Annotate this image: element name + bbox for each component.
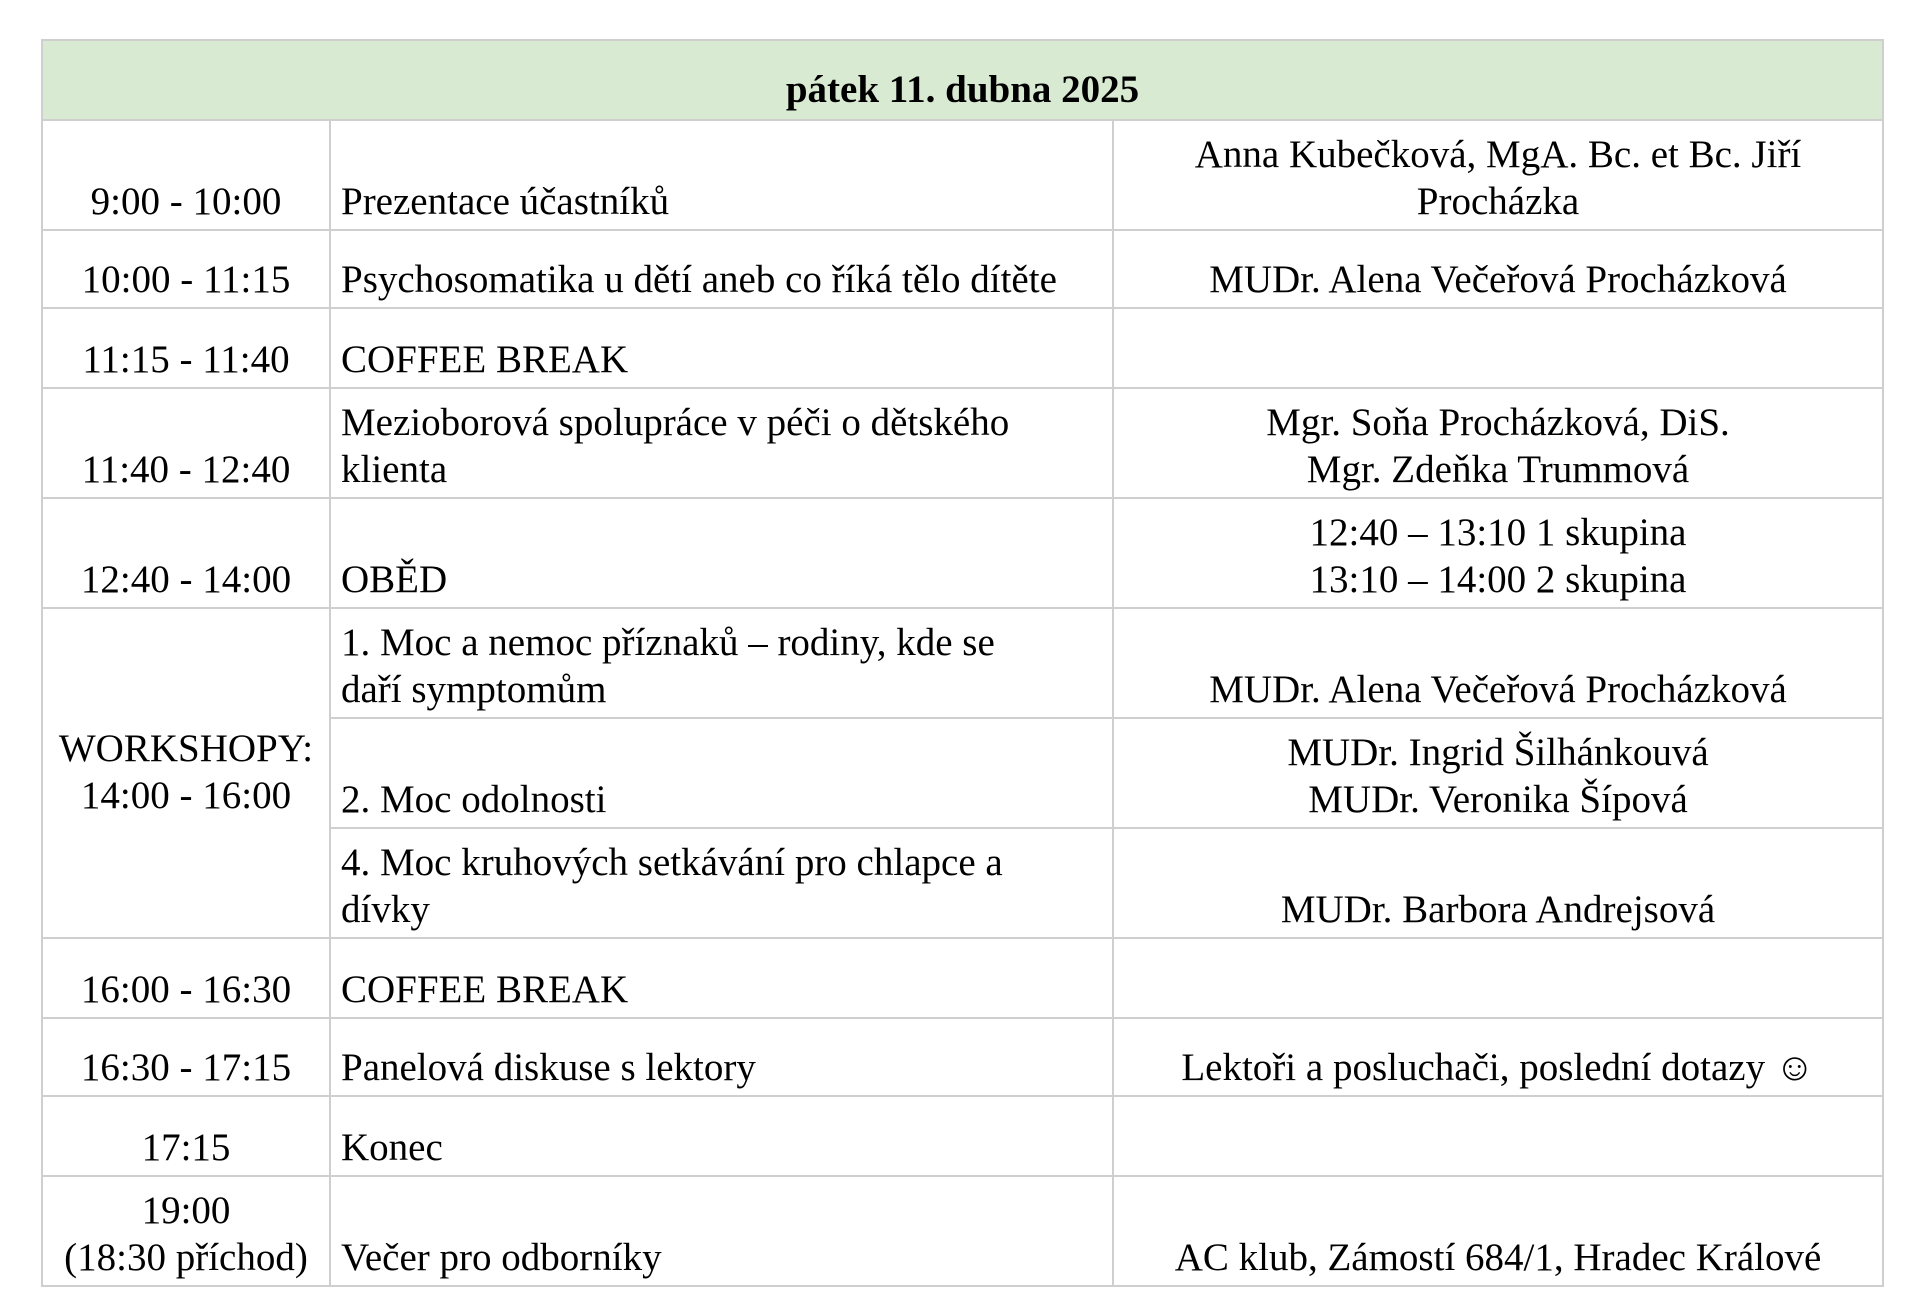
group-line: 13:10 – 14:00 2 skupina — [1309, 558, 1687, 601]
time-cell: 16:30 - 17:15 — [42, 1018, 330, 1096]
speaker-line: Mgr. Zdeňka Trummová — [1306, 448, 1690, 491]
workshop-label: WORKSHOPY: — [58, 727, 314, 770]
group-line: 12:40 – 13:10 1 skupina — [1309, 511, 1687, 554]
table-row — [42, 1018, 1883, 1096]
session-title: Prezentace účastníků — [330, 120, 1113, 230]
table-row — [42, 1096, 1883, 1176]
speaker-line: Mgr. Soňa Procházková, DiS. — [1266, 401, 1730, 444]
speaker-cell — [1113, 1096, 1883, 1176]
session-title: COFFEE BREAK — [330, 938, 1113, 1018]
workshop-title — [330, 718, 1113, 828]
session-title: Večer pro odborníky — [330, 1176, 1113, 1286]
speaker-line: MUDr. Alena Večeřová Procházková — [1209, 258, 1787, 301]
workshop-time-cell — [42, 608, 330, 938]
table-row — [42, 938, 1883, 1018]
speaker-cell — [1113, 608, 1883, 718]
date-title: pátek 11. dubna 2025 — [42, 40, 1883, 120]
speaker-line: MUDr. Ingrid Šilhánkouvá — [1287, 731, 1709, 774]
session-title — [330, 388, 1113, 498]
session-title: Panelová diskuse s lektory — [330, 1018, 1113, 1096]
time-cell: 9:00 - 10:00 — [42, 120, 330, 230]
speaker-cell — [1113, 388, 1883, 498]
table-row — [42, 308, 1883, 388]
time-cell: 11:15 - 11:40 — [42, 308, 330, 388]
table-row — [42, 498, 1883, 608]
session-title: OBĚD — [330, 498, 1113, 608]
program-table — [41, 39, 1884, 1287]
title-line: Mezioborová spolupráce v péči o dětského — [341, 401, 1010, 444]
speaker-line: MUDr. Alena Večeřová Procházková — [1209, 668, 1787, 711]
workshop-title — [330, 608, 1113, 718]
table-row — [42, 1176, 1883, 1286]
speaker-line: MUDr. Barbora Andrejsová — [1280, 888, 1716, 931]
table-row — [42, 388, 1883, 498]
session-title: Psychosomatika u dětí aneb co říká tělo dítěte — [330, 230, 1113, 308]
session-title: COFFEE BREAK — [330, 308, 1113, 388]
speaker-cell — [1113, 1176, 1883, 1286]
workshop-title — [330, 828, 1113, 938]
time-cell: 17:15 — [42, 1096, 330, 1176]
venue-line: AC klub, Zámostí 684/1, Hradec Králové — [1174, 1236, 1822, 1279]
time-cell: 11:40 - 12:40 — [42, 388, 330, 498]
title-line: 4. Moc kruhových setkávání pro chlapce a — [341, 841, 1003, 884]
speaker-cell — [1113, 308, 1883, 388]
speaker-cell — [1113, 230, 1883, 308]
workshop-time: 14:00 - 16:00 — [80, 774, 292, 817]
header-row — [42, 40, 1883, 120]
time-cell: 12:40 - 14:00 — [42, 498, 330, 608]
title-line: klienta — [341, 448, 448, 491]
speaker-cell — [1113, 120, 1883, 230]
time-cell — [42, 1176, 330, 1286]
time-line: 19:00 — [141, 1189, 231, 1232]
time-cell: 10:00 - 11:15 — [42, 230, 330, 308]
title-line: 1. Moc a nemoc příznaků – rodiny, kde se — [341, 621, 995, 664]
session-title: Konec — [330, 1096, 1113, 1176]
speaker-cell — [1113, 1018, 1883, 1096]
speaker-line: Anna Kubečková, MgA. Bc. et Bc. Jiří — [1194, 133, 1802, 176]
speaker-cell — [1113, 718, 1883, 828]
table-row — [42, 120, 1883, 230]
speaker-line: Procházka — [1416, 180, 1580, 223]
speaker-cell — [1113, 828, 1883, 938]
title-line: dívky — [341, 888, 430, 931]
time-line: (18:30 příchod) — [64, 1236, 308, 1279]
speaker-line: Lektoři a posluchači, poslední dotazy ☺ — [1181, 1046, 1815, 1089]
speaker-cell — [1113, 498, 1883, 608]
title-line: daří symptomům — [341, 668, 607, 711]
time-cell: 16:00 - 16:30 — [42, 938, 330, 1018]
speaker-cell — [1113, 938, 1883, 1018]
table-row — [42, 230, 1883, 308]
speaker-line: MUDr. Veronika Šípová — [1308, 778, 1688, 821]
workshop-row — [42, 608, 1883, 718]
title-line: 2. Moc odolnosti — [341, 778, 607, 821]
